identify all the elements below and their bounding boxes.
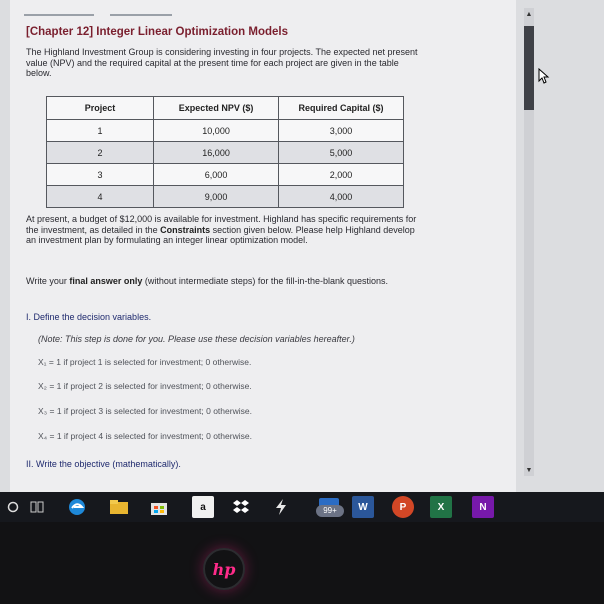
variable-x3: X₃ = 1 if project 3 is selected for investment; 0 otherwise. — [38, 406, 252, 416]
excel-icon[interactable]: X — [430, 496, 452, 518]
page-title: [Chapter 12] Integer Linear Optimization Models — [26, 26, 288, 38]
decision-note: (Note: This step is done for you. Please use these decision variables hereafter.) — [38, 334, 355, 344]
intro-paragraph: The Highland Investment Group is considering investing in four projects. The expected net present value (NPV) and the required capital at the present time for each project are given in the table below. — [26, 47, 418, 78]
cell-project: 2 — [47, 142, 154, 164]
cell-project: 3 — [47, 164, 154, 186]
file-explorer-icon[interactable] — [108, 496, 130, 518]
powerpoint-icon[interactable]: P — [392, 496, 414, 518]
table-row — [47, 142, 404, 164]
instructions-paragraph — [26, 276, 418, 287]
instr-text-1: Write your — [26, 276, 70, 286]
section-heading-2: II. Write the objective (mathematically). — [26, 459, 181, 469]
cell-npv: 9,000 — [154, 186, 279, 208]
budget-text-2: section given below. Please help Highland develop an investment plan by formulating an integer linear optimization model. — [26, 224, 415, 245]
onenote-icon[interactable]: N — [472, 496, 494, 518]
table-row — [47, 186, 404, 208]
task-view-icon[interactable] — [26, 496, 48, 518]
projects-table — [46, 96, 404, 208]
section-heading-1: I. Define the decision variables. — [26, 312, 152, 322]
cell-npv: 10,000 — [154, 120, 279, 142]
store-icon[interactable] — [148, 496, 170, 518]
lightning-app-icon[interactable] — [270, 496, 292, 518]
cell-capital: 4,000 — [279, 186, 404, 208]
taskbar — [0, 492, 604, 522]
header-project: Project — [47, 97, 154, 120]
cell-npv: 6,000 — [154, 164, 279, 186]
table-row — [47, 164, 404, 186]
tab-indicator-2[interactable] — [110, 14, 172, 16]
mouse-cursor-icon — [538, 68, 550, 84]
variable-x2: X₂ = 1 if project 2 is selected for investment; 0 otherwise. — [38, 381, 252, 391]
table-header-row — [47, 97, 404, 120]
variable-x1: X₁ = 1 if project 1 is selected for investment; 0 otherwise. — [38, 357, 252, 367]
variable-x4: X₄ = 1 if project 4 is selected for investment; 0 otherwise. — [38, 431, 252, 441]
header-capital: Required Capital ($) — [279, 97, 404, 120]
document-page — [10, 0, 516, 492]
cell-capital: 2,000 — [279, 164, 404, 186]
notification-badge: 99+ — [316, 505, 344, 517]
instr-text-bold: final answer only — [69, 276, 143, 286]
cell-capital: 5,000 — [279, 142, 404, 164]
budget-paragraph — [26, 214, 418, 246]
word-icon[interactable]: W — [352, 496, 374, 518]
edge-icon[interactable] — [66, 496, 88, 518]
budget-text-1: At present, a budget of $12,000 is available for investment. Highland has specific requirements for the investment, as detailed in the — [26, 214, 417, 235]
header-npv: Expected NPV ($) — [154, 97, 279, 120]
dropbox-icon[interactable] — [230, 496, 252, 518]
scrollbar-thumb[interactable] — [524, 26, 534, 110]
scroll-down-arrow-icon[interactable]: ▼ — [525, 467, 533, 474]
budget-text-bold: Constraints — [160, 224, 211, 235]
cell-npv: 16,000 — [154, 142, 279, 164]
cell-project: 1 — [47, 120, 154, 142]
monitor-bezel — [0, 522, 604, 604]
instr-text-2: (without intermediate steps) for the fill-in-the-blank questions. — [142, 276, 388, 286]
tab-indicator-1[interactable] — [24, 14, 94, 16]
cortana-icon[interactable] — [2, 496, 24, 518]
hp-logo-icon: hp — [203, 548, 245, 590]
cell-capital: 3,000 — [279, 120, 404, 142]
table-row — [47, 120, 404, 142]
scroll-up-arrow-icon[interactable]: ▲ — [525, 11, 533, 18]
cell-project: 4 — [47, 186, 154, 208]
amazon-icon[interactable]: a — [192, 496, 214, 518]
